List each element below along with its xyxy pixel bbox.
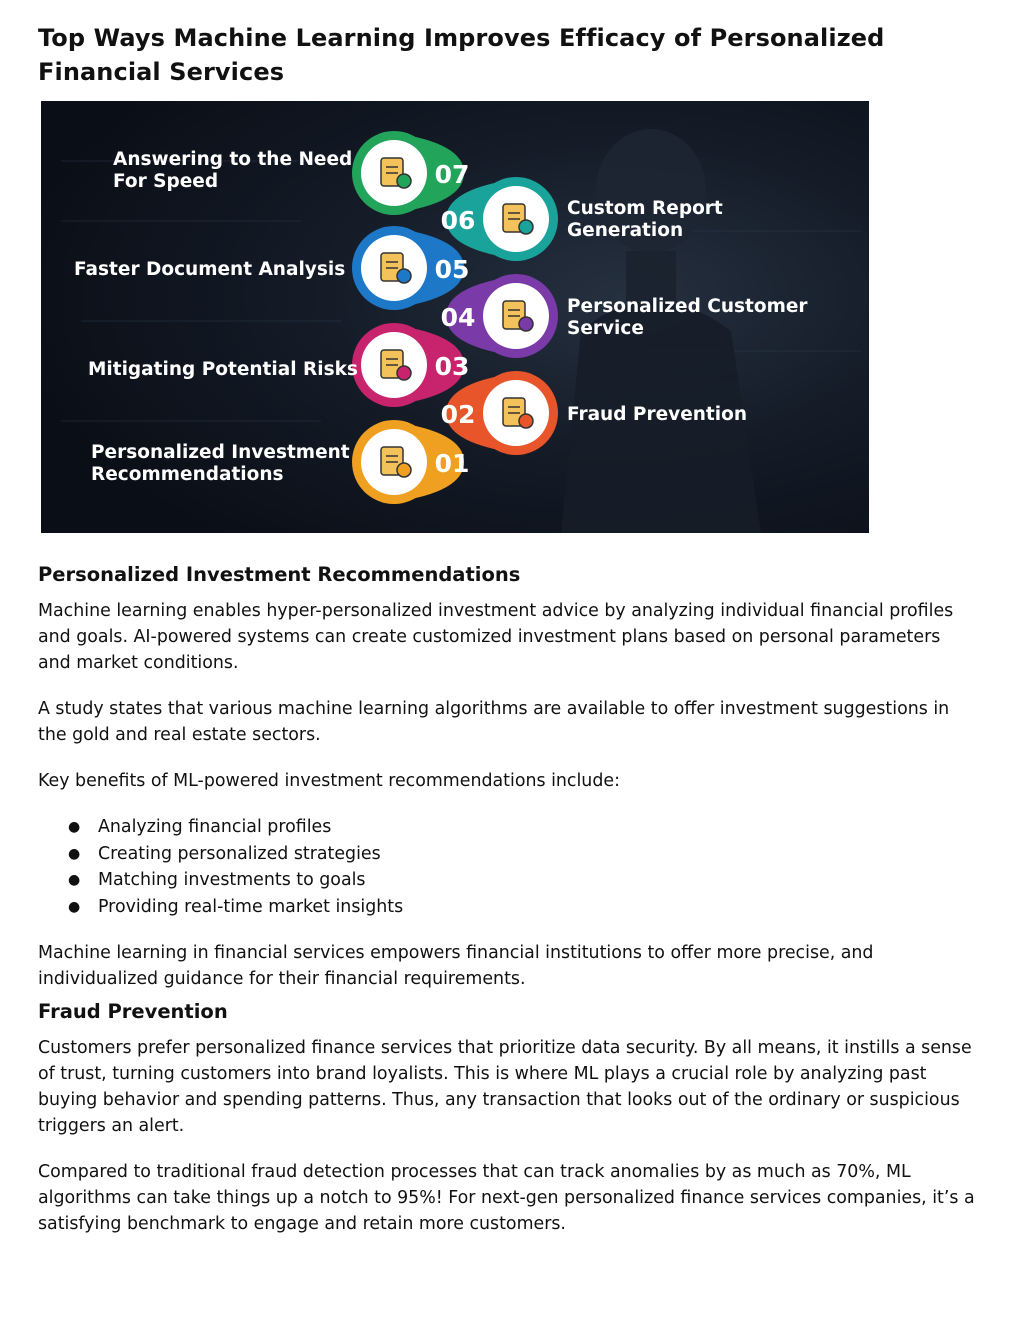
infographic (41, 101, 869, 533)
list-item: ● Providing real-time market insights (38, 894, 978, 921)
document (38, 0, 978, 89)
paragraph: Compared to traditional fraud detection processes that can track anomalies by as much as 70%, ML algorithms can take things up a notch to 95%! For next-gen personalized finance services companies, it’s a satisfying benchmark to engage and retain more customers. (38, 1162, 975, 1234)
page-title: Top Ways Machine Learning Improves Efficacy of Personalized Financial Services (38, 24, 885, 86)
item-number: 01 (434, 449, 470, 478)
list-item: ● Matching investments to goals (38, 867, 978, 894)
list-item: ● Creating personalized strategies (38, 841, 978, 868)
item-label: Fraud Prevention (567, 404, 747, 425)
paragraph: Key benefits of ML-powered investment recommendations include: (38, 771, 620, 791)
infographic-figure (41, 101, 869, 533)
item-number: 04 (440, 303, 476, 332)
item-label: Personalized Investment Recommendations (91, 442, 350, 485)
paragraph: Machine learning enables hyper-personalized investment advice by analyzing individual financial profiles and goals. AI-powered systems can create customized investment plans based on personal parameters and market conditions. (38, 601, 954, 673)
paragraph: A study states that various machine learning algorithms are available to offer investment suggestions in the gold and real estate sectors. (38, 699, 950, 745)
article-body (38, 562, 978, 1237)
paragraph: Machine learning in financial services empowers financial institutions to offer more precise, and individualized guidance for their financial requirements. (38, 943, 874, 989)
item-number: 03 (434, 352, 470, 381)
item-number: 07 (434, 160, 470, 189)
section-heading-investment: Personalized Investment Recommendations (38, 563, 521, 586)
item-label: Mitigating Potential Risks (88, 359, 358, 380)
item-number: 05 (434, 255, 470, 284)
item-label: Personalized Customer Service (567, 296, 808, 339)
benefits-list (38, 814, 978, 920)
item-label: Faster Document Analysis (74, 259, 346, 280)
item-label: Custom Report Generation (567, 198, 723, 241)
item-number: 06 (440, 206, 476, 235)
section-heading-fraud: Fraud Prevention (38, 1000, 228, 1023)
paragraph: Customers prefer personalized finance services that prioritize data security. By all means, it instills a sense of trust, turning customers into brand loyalists. This is where ML plays a crucial role by analyzing past buying behavior and spending patterns. Thus, any transaction that looks out of the ordinary or suspicious triggers an alert. (38, 1038, 972, 1136)
item-label: Answering to the Need For Speed (113, 149, 353, 192)
item-number: 02 (440, 400, 476, 429)
list-item: ● Analyzing financial profiles (38, 814, 978, 841)
